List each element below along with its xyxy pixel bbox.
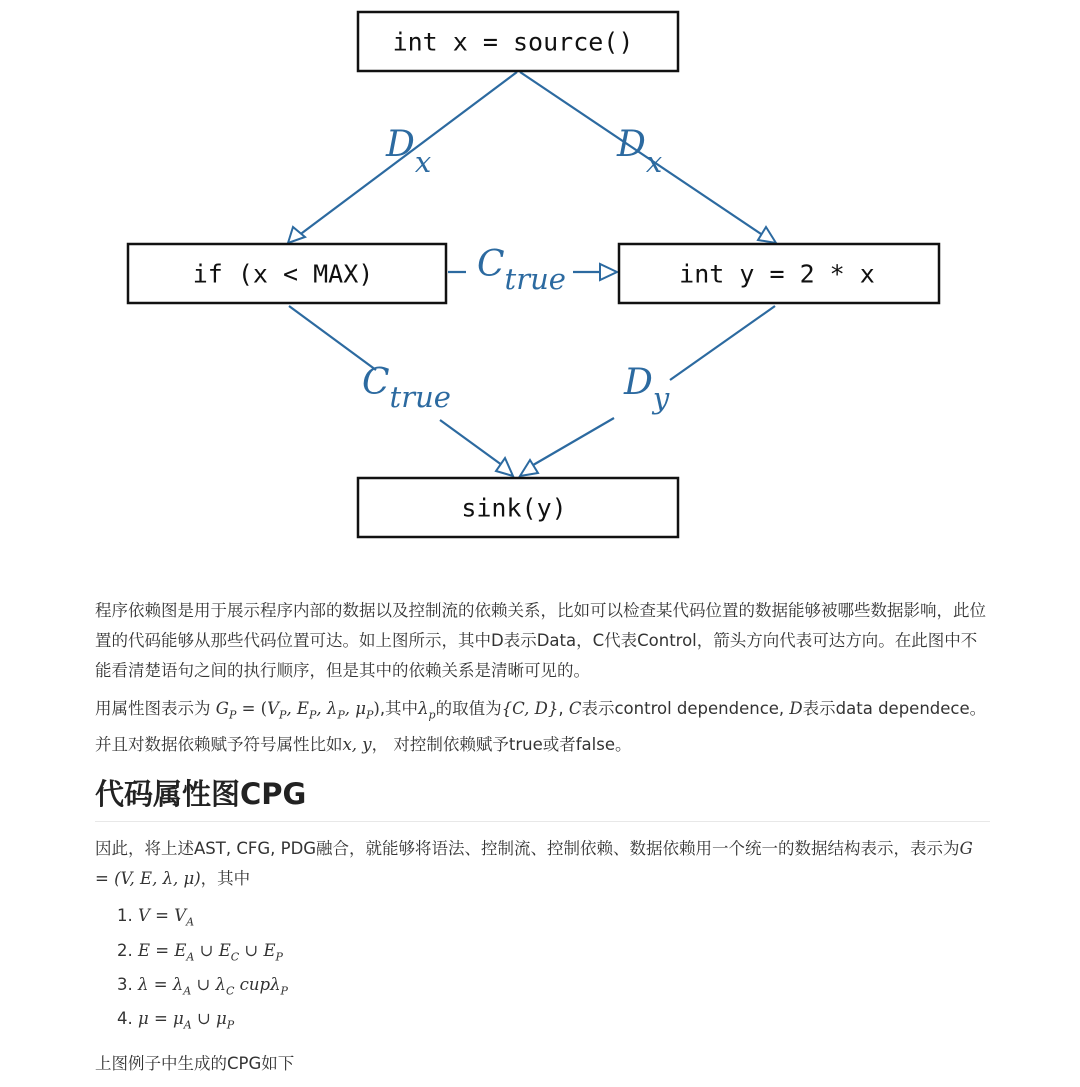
section-heading-cpg: 代码属性图CPG [95,772,990,822]
list-item: 3. $\lambda = \lambda_A$ ∪ $\lambda_C$ cupλ$_P$ [117,974,288,998]
node-sink-label: sink(y) [461,493,567,523]
edge-label-if-to-sink: Ctrue [362,362,451,414]
arrowhead-if-to-assign [600,264,617,280]
node-source [358,12,678,71]
cpg-definition-paragraph: 因此，将上述AST, CFG, PDG融合，就能够将语法、控制流、控制依赖、数据依赖用一个统一的数据结构表示，表示为G = (V, E, λ, μ)，其中 [95,839,973,889]
list-item: 1. $V = V_A$ [117,906,195,929]
pdg-description-paragraph: 程序依赖图是用于展示程序内部的数据以及控制流的依赖关系，比如可以检查某代码位置的数据能够被哪些数据影响，此位置的代码能够从那些代码位置可达。如上图所示，其中D表示Data，C代表Control，箭头方向代表可达方向。在此图中不能看清楚语句之间的执行顺序，但是其中的依赖关系是清晰可见的。 [95,601,986,680]
edge-if-to-sink-lower [440,420,506,468]
edge-label-source-to-if: Dx [386,124,432,179]
list-item: 2. $E = E_A$ ∪ $E_C$ ∪ $E_P$ [117,940,283,963]
list-item: 4. $\mu = \mu_A$ ∪ $\mu_P$ [117,1009,235,1032]
formula-lambda: $\lambda_p$ [418,699,436,722]
arrowhead-assign-to-sink [520,460,538,476]
node-assign-label: int y = 2 * x [679,259,875,289]
formula-g: G = (V, E, λ, μ) [95,839,973,889]
property-graph-paragraph: 用属性图表示为 $G_P = (V_P$, $E_P$, $\lambda_P$, $\mu_P$),其中$\lambda_p$的取值为{C, D}, C表示control dependence, D表示data dependece。并且对数据依赖赋予符号属性比如x, y， 对控制依赖赋予true或者false。 [95,699,987,755]
arrowhead-source-to-assign [758,227,776,243]
article-body [95,596,990,1087]
node-source-label: int x = source() [392,27,634,57]
edge-assign-to-sink-lower [528,418,614,468]
arrowhead-source-to-if [288,227,305,243]
node-sink [358,478,678,537]
node-if-label: if (x < MAX) [192,259,374,289]
cpg-definition-list [95,902,990,1039]
edge-label-assign-to-sink: Dy [624,362,670,415]
closing-line: 上图例子中生成的CPG如下 [95,1054,295,1074]
arrowhead-if-to-sink [496,458,513,476]
edge-label-if-to-assign: Ctrue [477,244,566,296]
formula-gp: $G_P = (V_P$, $E_P$, $\lambda_P$, $\mu_P$) [215,699,380,722]
formula-set: {C, D} [501,699,559,718]
node-if [128,244,446,303]
edge-assign-to-sink-upper [670,306,775,380]
node-assign [619,244,939,303]
edge-label-source-to-assign: Dx [617,124,663,179]
edge-if-to-sink-upper [289,306,376,370]
